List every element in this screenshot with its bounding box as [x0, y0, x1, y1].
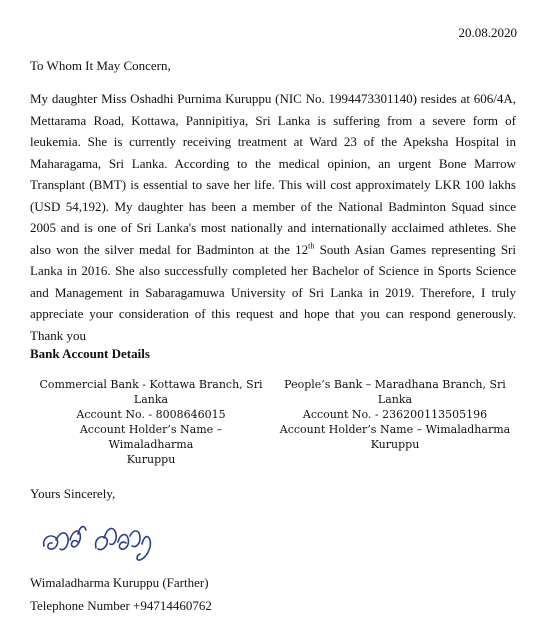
salutation: To Whom It May Concern,	[30, 58, 171, 73]
bank-name-line-cont: Lanka	[133, 393, 169, 406]
bank-details-heading: Bank Account Details	[30, 346, 150, 361]
bank-name-line: People’s Bank – Maradhana Branch, Sri	[284, 378, 506, 391]
letter-body	[30, 88, 516, 346]
bank-name-line-cont: Lanka	[377, 393, 413, 406]
bank-account-peoples	[277, 377, 513, 452]
ordinal-superscript: th	[308, 241, 315, 251]
bank-account-commercial	[36, 377, 266, 467]
account-holder-line: Account Holder’s Name – Wimaladharma	[79, 423, 223, 451]
account-holder-line-cont: Kuruppu	[370, 438, 420, 451]
handwritten-signature	[40, 518, 170, 569]
sign-off: Yours Sincerely,	[30, 486, 116, 501]
body-text-part2: South Asian Games representing Sri Lanka in 2016. She also successfully completed her Bachelor of Science in Sports Science and Management in Sabaragamuwa University of Sri Lanka in 2019. Therefore, I truly appreciate your consideration of this request and hope that you can respond generously. Thank you	[30, 241, 516, 343]
account-holder-line-cont: Kuruppu	[126, 453, 176, 466]
account-number: Account No. - 236200113505196	[302, 408, 488, 421]
signer-name: Wimaladharma Kuruppu (Farther)	[30, 575, 209, 590]
letter-date: 20.08.2020	[458, 25, 517, 40]
account-number: Account No. - 8008646015	[76, 408, 226, 421]
bank-name-line: Commercial Bank - Kottawa Branch, Sri	[39, 378, 263, 391]
telephone-number: Telephone Number +94714460762	[30, 598, 212, 613]
account-holder-line: Account Holder’s Name – Wimaladharma	[279, 423, 511, 436]
body-text-part1: My daughter Miss Oshadhi Purnima Kuruppu (NIC No. 1994473301140) resides at 606/4A, Mettarama Road, Kottawa, Pannipitiya, Sri Lanka is suffering from a severe form of leukemia. She is currently receiving treatment at Ward 23 of the Apeksha Hospital in Maharagama, Sri Lanka. According to the medical opinion, an urgent Bone Marrow Transplant (BMT) is essential to save her life. This will cost approximately LKR 100 lakhs (USD 54,192). My daughter has been a member of the National Badminton Squad since 2005 and is one of Sri Lanka's most nationally and internationally acclaimed athletes. She also won the silver medal for Badminton at the 12	[30, 91, 516, 257]
